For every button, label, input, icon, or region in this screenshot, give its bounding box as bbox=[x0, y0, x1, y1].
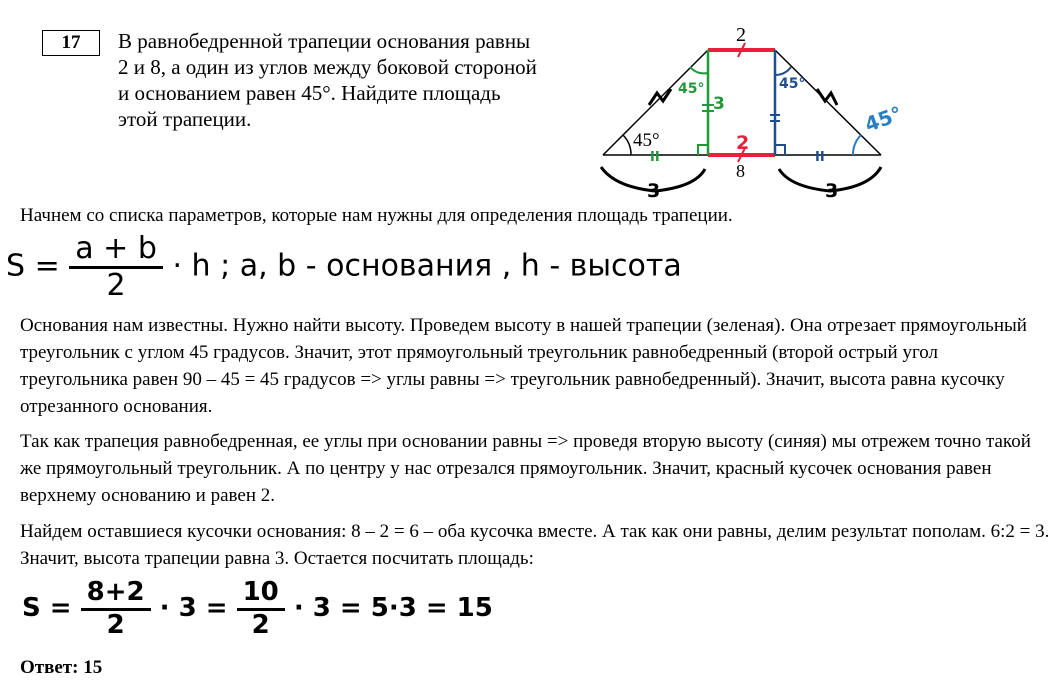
calc-fraction-1 bbox=[81, 578, 151, 639]
left-side-mark bbox=[649, 89, 671, 105]
blue-right-angle bbox=[775, 145, 785, 155]
angle-right-label: 45° bbox=[861, 101, 906, 137]
calc-denominator-1: 2 bbox=[106, 609, 125, 640]
calc-numerator-1: 8+2 bbox=[81, 578, 151, 611]
right-seg-label: 3 bbox=[825, 180, 839, 202]
height-green-label: 3 bbox=[713, 94, 725, 114]
calc-mid: · 3 = bbox=[159, 593, 228, 624]
problem-line: и основанием равен 45°. Найдите площадь bbox=[118, 81, 501, 105]
green-right-angle bbox=[698, 145, 708, 155]
left-angle-arc bbox=[623, 135, 631, 155]
trapezoid-figure bbox=[585, 15, 915, 205]
calc-denominator-2: 2 bbox=[251, 609, 270, 640]
left-seg-label: 3 bbox=[647, 180, 661, 202]
problem-text bbox=[118, 28, 580, 132]
calc-fraction-2 bbox=[237, 578, 285, 639]
formula-computation bbox=[22, 578, 493, 639]
paragraph-2: Так как трапеция равнобедренная, ее углы при основании равны => проведя вторую высоту (синяя) мы отрежем точно такой же прямоугольный треугольник. А по центру у нас отрезался прямоугольник. Значит, красный кусочек основания равен верхнему основанию и равен 2. bbox=[20, 431, 1031, 506]
green-angle-arc bbox=[690, 67, 708, 73]
right-seg-tick: II bbox=[815, 150, 825, 165]
problem-line: 2 и 8, а один из углов между боковой стороной bbox=[118, 55, 537, 79]
bottom-base-label: 8 bbox=[736, 161, 745, 181]
intro-text: Начнем со списка параметров, которые нам нужны для определения площадь трапеции. bbox=[20, 205, 733, 226]
problem-line: В равнобедренной трапеции основания равны bbox=[118, 29, 531, 53]
right-side bbox=[775, 50, 881, 155]
calc-numerator-2: 10 bbox=[237, 578, 285, 611]
formula-area bbox=[6, 232, 682, 302]
blue-angle-arc bbox=[775, 67, 791, 75]
problem-line: этой трапеции. bbox=[118, 107, 252, 131]
right-side-mark bbox=[817, 89, 837, 105]
left-seg-tick: II bbox=[650, 150, 660, 165]
right-angle-arc bbox=[853, 135, 861, 155]
top-base-label: 2 bbox=[736, 24, 746, 46]
angle-blue-label: 45° bbox=[779, 76, 806, 92]
angle-left-label: 45° bbox=[633, 130, 660, 151]
formula-numerator: a + b bbox=[69, 232, 163, 269]
formula-denominator: 2 bbox=[106, 268, 126, 303]
formula-tail: · h ; a, b - основания , h - высота bbox=[172, 248, 682, 284]
problem-number: 17 bbox=[42, 30, 100, 56]
calc-s: S = bbox=[22, 593, 72, 624]
formula-fraction bbox=[69, 232, 163, 302]
calc-tail: · 3 = 5·3 = 15 bbox=[293, 593, 493, 624]
paragraph-1: Основания нам известны. Нужно найти высоту. Проведем высоту в нашей трапеции (зеленая). Она отрезает прямоугольный треугольник с углом 45 градусов. Значит, этот прямоугольный треугольник равнобедренный (второй острый угол треугольника равен 90 – 45 = 45 градусов => углы равны => треугольник равнобедренный). Значит, высота равна кусочку отрезанного основания. bbox=[20, 315, 1027, 417]
middle-red-label: 2 bbox=[736, 132, 750, 154]
angle-green-label: 45° bbox=[678, 81, 705, 97]
answer: Ответ: 15 bbox=[20, 657, 103, 678]
paragraph-3: Найдем оставшиеся кусочки основания: 8 – 2 = 6 – оба кусочка вместе. А так как они равны, делим результат пополам. 6:2 = 3. Значит, высота трапеции равна 3. Остается посчитать площадь: bbox=[20, 521, 1050, 569]
formula-s: S = bbox=[6, 248, 60, 284]
